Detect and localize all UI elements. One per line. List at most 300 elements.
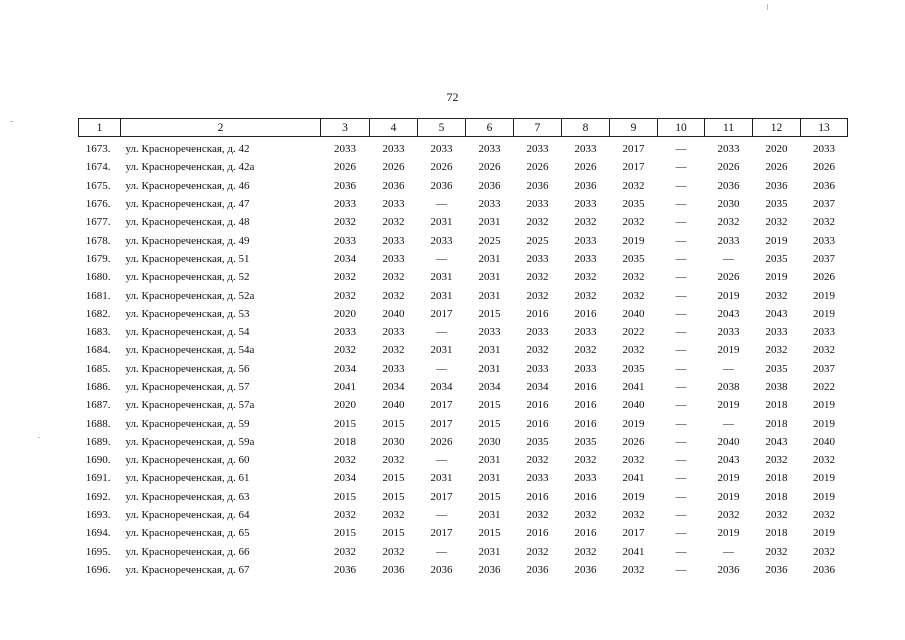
row-number-cell: 1679. <box>85 252 111 265</box>
year-cell: 2016 <box>574 399 597 412</box>
year-cell: — <box>436 509 447 522</box>
year-cell: — <box>436 326 447 339</box>
year-cell: 2033 <box>334 326 356 339</box>
year-cell: 2036 <box>382 179 405 192</box>
year-cell: 2031 <box>430 289 453 302</box>
year-cell: — <box>675 563 687 576</box>
year-cell: 2032 <box>765 545 788 558</box>
year-cell: 2033 <box>526 252 549 265</box>
year-cell: 2040 <box>622 399 645 412</box>
year-cell: 2035 <box>765 252 788 265</box>
year-cell: 2032 <box>334 289 356 302</box>
year-cell: 2036 <box>765 179 788 192</box>
table-row <box>79 137 848 159</box>
year-cell: — <box>675 271 687 284</box>
year-cell: 2033 <box>813 326 835 339</box>
row-number-cell: 1674. <box>85 161 111 174</box>
table-row <box>79 341 848 359</box>
year-cell: 2032 <box>765 509 788 522</box>
year-cell: 2019 <box>717 399 740 412</box>
year-cell: 2026 <box>430 435 453 448</box>
column-header: 11 <box>705 119 753 137</box>
row-number-cell: 1693. <box>85 509 111 522</box>
year-cell: — <box>675 216 687 229</box>
row-number-cell: 1686. <box>85 381 111 393</box>
year-cell: 2034 <box>526 381 549 393</box>
year-cell: 2031 <box>430 271 453 284</box>
year-cell: 2033 <box>430 234 453 247</box>
year-cell: 2019 <box>765 271 788 284</box>
year-cell: — <box>675 509 687 522</box>
year-cell: 2043 <box>717 307 740 320</box>
year-cell: 2031 <box>478 454 501 467</box>
year-cell: 2033 <box>526 362 549 375</box>
row-number-cell: 1694. <box>85 527 111 540</box>
year-cell: 2036 <box>717 563 740 576</box>
address-cell: ул. Краснореченская, д. 52 <box>125 271 250 284</box>
year-cell: 2019 <box>813 472 835 485</box>
address-cell: ул. Краснореченская, д. 57 <box>125 381 250 393</box>
year-cell: — <box>675 362 687 375</box>
year-cell: 2032 <box>334 545 356 558</box>
year-cell: 2036 <box>430 563 453 576</box>
year-cell: 2016 <box>526 527 549 540</box>
column-header: 9 <box>610 119 658 137</box>
year-cell: 2031 <box>478 472 501 485</box>
year-cell: 2036 <box>526 563 549 576</box>
year-cell: 2016 <box>526 307 549 320</box>
row-number-cell: 1683. <box>85 326 111 339</box>
year-cell: 2033 <box>382 362 405 375</box>
row-number-cell: 1689. <box>85 435 111 448</box>
year-cell: 2034 <box>334 362 356 375</box>
table-row <box>79 524 848 542</box>
column-header: 7 <box>514 119 562 137</box>
row-number-cell: 1684. <box>85 344 111 357</box>
address-cell: ул. Краснореченская, д. 53 <box>125 307 250 320</box>
year-cell: — <box>675 252 687 265</box>
year-cell: — <box>675 289 687 302</box>
row-number-cell: 1691. <box>85 472 111 485</box>
year-cell: 2032 <box>622 179 645 192</box>
table-row <box>79 451 848 469</box>
address-cell: ул. Краснореченская, д. 42а <box>125 161 255 174</box>
year-cell: 2026 <box>813 271 835 284</box>
address-cell: ул. Краснореченская, д. 47 <box>125 198 250 211</box>
year-cell: 2019 <box>717 472 740 485</box>
year-cell: 2019 <box>765 234 788 247</box>
year-cell: — <box>675 472 687 485</box>
column-header: 6 <box>466 119 514 137</box>
address-cell: ул. Краснореченская, д. 56 <box>125 362 250 375</box>
year-cell: 2032 <box>334 271 356 284</box>
table-row <box>79 231 848 249</box>
address-cell: ул. Краснореченская, д. 59а <box>125 435 255 448</box>
year-cell: 2035 <box>622 198 645 211</box>
year-cell: 2030 <box>478 435 501 448</box>
year-cell: 2032 <box>574 344 597 357</box>
year-cell: 2017 <box>622 527 645 540</box>
year-cell: 2031 <box>478 545 501 558</box>
year-cell: 2034 <box>334 252 356 265</box>
year-cell: 2033 <box>526 198 549 211</box>
year-cell: 2035 <box>765 198 788 211</box>
year-cell: 2017 <box>430 490 453 503</box>
year-cell: 2019 <box>622 417 645 430</box>
year-cell: 2026 <box>574 161 597 174</box>
year-cell: 2019 <box>717 289 740 302</box>
year-cell: 2026 <box>430 161 453 174</box>
year-cell: 2033 <box>717 234 740 247</box>
year-cell: 2036 <box>813 563 835 576</box>
table-row <box>79 396 848 414</box>
year-cell: 2036 <box>765 563 788 576</box>
year-cell: 2035 <box>526 435 549 448</box>
year-cell: — <box>675 161 687 174</box>
table-row <box>79 360 848 378</box>
column-header: 1 <box>79 119 121 137</box>
column-header: 8 <box>562 119 610 137</box>
year-cell: 2015 <box>478 307 501 320</box>
year-cell: 2032 <box>526 454 549 467</box>
year-cell: 2033 <box>574 252 597 265</box>
year-cell: 2032 <box>765 344 788 357</box>
year-cell: 2041 <box>334 381 356 393</box>
year-cell: 2018 <box>765 527 788 540</box>
year-cell: 2016 <box>574 417 597 430</box>
year-cell: 2017 <box>430 399 453 412</box>
table-row <box>79 506 848 524</box>
year-cell: 2031 <box>430 472 453 485</box>
row-number-cell: 1685. <box>85 362 111 375</box>
year-cell: 2036 <box>478 179 501 192</box>
year-cell: 2032 <box>526 509 549 522</box>
column-header: 5 <box>418 119 466 137</box>
year-cell: 2032 <box>622 563 645 576</box>
year-cell: 2016 <box>526 399 549 412</box>
year-cell: — <box>436 545 447 558</box>
row-number-cell: 1696. <box>85 563 111 576</box>
year-cell: 2018 <box>765 472 788 485</box>
year-cell: 2037 <box>813 198 835 211</box>
year-cell: 2041 <box>622 545 645 558</box>
address-cell: ул. Краснореченская, д. 64 <box>125 509 250 522</box>
year-cell: 2032 <box>526 545 549 558</box>
year-cell: 2040 <box>622 307 645 320</box>
year-cell: 2036 <box>478 563 501 576</box>
year-cell: 2036 <box>574 563 597 576</box>
row-number-cell: 1692. <box>85 490 111 503</box>
year-cell: — <box>675 326 687 339</box>
year-cell: 2026 <box>717 271 740 284</box>
year-cell: 2033 <box>717 326 740 339</box>
table-row <box>79 469 848 487</box>
year-cell: 2016 <box>574 381 597 393</box>
year-cell: 2033 <box>382 234 405 247</box>
year-cell: 2032 <box>334 454 356 467</box>
row-number-cell: 1682. <box>85 307 111 320</box>
table-body <box>79 137 848 580</box>
year-cell: 2034 <box>430 381 453 393</box>
year-cell: 2017 <box>430 307 453 320</box>
table-row <box>79 488 848 506</box>
row-number-cell: 1680. <box>85 271 111 284</box>
year-cell: 2032 <box>813 454 835 467</box>
year-cell: 2036 <box>526 179 549 192</box>
year-cell: 2037 <box>813 252 835 265</box>
year-cell: 2036 <box>334 179 356 192</box>
year-cell: — <box>723 252 734 265</box>
year-cell: 2043 <box>765 307 788 320</box>
year-cell: 2015 <box>478 490 501 503</box>
column-header: 13 <box>801 119 848 137</box>
column-header: 2 <box>121 119 321 137</box>
year-cell: 2032 <box>813 216 835 229</box>
year-cell: 2016 <box>526 490 549 503</box>
year-cell: — <box>436 198 447 211</box>
year-cell: 2020 <box>334 307 356 320</box>
year-cell: 2032 <box>382 289 405 302</box>
year-cell: 2026 <box>334 161 356 174</box>
table-row <box>79 543 848 561</box>
year-cell: 2032 <box>334 216 356 229</box>
year-cell: — <box>675 399 687 412</box>
column-header: 10 <box>658 119 705 137</box>
column-header: 4 <box>370 119 418 137</box>
year-cell: 2033 <box>382 143 405 156</box>
table-row <box>79 213 848 231</box>
year-cell: 2015 <box>478 417 501 430</box>
year-cell: 2043 <box>717 454 740 467</box>
year-cell: 2033 <box>717 143 740 156</box>
year-cell: — <box>723 362 734 375</box>
year-cell: 2036 <box>717 179 740 192</box>
year-cell: 2025 <box>478 234 501 247</box>
year-cell: 2036 <box>574 179 597 192</box>
year-cell: 2033 <box>574 472 597 485</box>
year-cell: 2022 <box>813 381 835 393</box>
year-cell: 2019 <box>622 490 645 503</box>
column-header: 3 <box>321 119 370 137</box>
year-cell: 2033 <box>526 326 549 339</box>
row-number-cell: 1675. <box>85 179 111 192</box>
table-row <box>79 378 848 396</box>
address-cell: ул. Краснореченская, д. 51 <box>125 252 250 265</box>
year-cell: — <box>675 435 687 448</box>
year-cell: 2036 <box>334 563 356 576</box>
year-cell: 2032 <box>574 271 597 284</box>
year-cell: 2033 <box>478 198 501 211</box>
address-cell: ул. Краснореченская, д. 54 <box>125 326 250 339</box>
year-cell: 2019 <box>813 307 835 320</box>
year-cell: — <box>436 362 447 375</box>
year-cell: — <box>675 381 687 393</box>
year-cell: 2020 <box>765 143 788 156</box>
year-cell: 2036 <box>430 179 453 192</box>
address-cell: ул. Краснореченская, д. 59 <box>125 417 250 430</box>
year-cell: 2033 <box>334 198 356 211</box>
address-cell: ул. Краснореченская, д. 63 <box>125 490 250 503</box>
year-cell: 2033 <box>574 234 597 247</box>
year-cell: 2019 <box>813 417 835 430</box>
year-cell: 2015 <box>478 527 501 540</box>
year-cell: 2033 <box>382 198 405 211</box>
year-cell: 2032 <box>622 509 645 522</box>
year-cell: 2032 <box>334 509 356 522</box>
year-cell: 2032 <box>717 509 740 522</box>
table-row <box>79 323 848 341</box>
address-cell: ул. Краснореченская, д. 42 <box>125 143 250 156</box>
year-cell: 2033 <box>526 143 549 156</box>
year-cell: 2032 <box>382 216 405 229</box>
year-cell: 2041 <box>622 381 645 393</box>
year-cell: 2036 <box>813 179 835 192</box>
year-cell: 2035 <box>574 435 597 448</box>
year-cell: — <box>675 143 687 156</box>
year-cell: 2019 <box>717 527 740 540</box>
year-cell: 2026 <box>382 161 405 174</box>
year-cell: — <box>675 545 687 558</box>
scan-speck <box>10 121 13 122</box>
year-cell: 2015 <box>382 527 405 540</box>
table-row <box>79 158 848 176</box>
year-cell: 2019 <box>813 289 835 302</box>
year-cell: — <box>675 454 687 467</box>
year-cell: 2032 <box>574 216 597 229</box>
year-cell: 2031 <box>478 509 501 522</box>
year-cell: 2032 <box>382 509 405 522</box>
year-cell: — <box>723 417 734 430</box>
page-number: 72 <box>446 90 459 104</box>
year-cell: — <box>436 454 447 467</box>
year-cell: 2017 <box>622 143 645 156</box>
year-cell: 2032 <box>622 344 645 357</box>
year-cell: 2032 <box>813 344 835 357</box>
year-cell: — <box>723 545 734 558</box>
address-cell: ул. Краснореченская, д. 48 <box>125 216 250 229</box>
year-cell: 2026 <box>765 161 788 174</box>
year-cell: 2031 <box>478 344 501 357</box>
year-cell: 2018 <box>765 399 788 412</box>
column-header: 12 <box>753 119 801 137</box>
table-row <box>79 250 848 268</box>
year-cell: 2031 <box>478 271 501 284</box>
year-cell: 2018 <box>765 490 788 503</box>
year-cell: 2032 <box>382 545 405 558</box>
year-cell: 2015 <box>334 417 356 430</box>
address-cell: ул. Краснореченская, д. 65 <box>125 527 250 540</box>
year-cell: 2017 <box>622 161 645 174</box>
year-cell: 2033 <box>526 472 549 485</box>
year-cell: 2031 <box>478 289 501 302</box>
year-cell: 2034 <box>334 472 356 485</box>
year-cell: 2032 <box>526 271 549 284</box>
address-cell: ул. Краснореченская, д. 66 <box>125 545 250 558</box>
year-cell: 2033 <box>382 252 405 265</box>
year-cell: 2033 <box>813 234 835 247</box>
year-cell: — <box>675 417 687 430</box>
scan-speck <box>38 437 40 438</box>
year-cell: 2032 <box>765 216 788 229</box>
address-cell: ул. Краснореченская, д. 61 <box>125 472 250 485</box>
row-number-cell: 1673. <box>85 143 111 156</box>
year-cell: 2032 <box>717 216 740 229</box>
year-cell: 2035 <box>622 362 645 375</box>
address-cell: ул. Краснореченская, д. 57а <box>125 399 255 412</box>
address-cell: ул. Краснореченская, д. 67 <box>125 563 250 576</box>
year-cell: 2033 <box>478 326 501 339</box>
year-cell: 2022 <box>622 326 645 339</box>
year-cell: 2019 <box>717 344 740 357</box>
year-cell: 2032 <box>574 509 597 522</box>
year-cell: 2032 <box>765 454 788 467</box>
year-cell: 2032 <box>574 454 597 467</box>
year-cell: 2032 <box>382 344 405 357</box>
year-cell: 2032 <box>622 289 645 302</box>
year-cell: 2031 <box>430 344 453 357</box>
year-cell: 2037 <box>813 362 835 375</box>
year-cell: 2033 <box>478 143 501 156</box>
table-row <box>79 268 848 286</box>
year-cell: 2032 <box>334 344 356 357</box>
year-cell: 2033 <box>765 326 788 339</box>
year-cell: 2019 <box>813 527 835 540</box>
year-cell: — <box>675 234 687 247</box>
year-cell: 2036 <box>382 563 405 576</box>
year-cell: 2026 <box>478 161 501 174</box>
table-row <box>79 286 848 304</box>
year-cell: — <box>675 344 687 357</box>
year-cell: — <box>675 307 687 320</box>
year-cell: 2026 <box>622 435 645 448</box>
year-cell: 2035 <box>765 362 788 375</box>
year-cell: 2026 <box>526 161 549 174</box>
year-cell: 2031 <box>478 252 501 265</box>
row-number-cell: 1676. <box>85 198 111 211</box>
table-row <box>79 305 848 323</box>
year-cell: 2015 <box>382 490 405 503</box>
year-cell: 2032 <box>526 289 549 302</box>
year-cell: 2018 <box>765 417 788 430</box>
year-cell: 2032 <box>574 545 597 558</box>
year-cell: — <box>436 252 447 265</box>
row-number-cell: 1677. <box>85 216 111 229</box>
scan-speck <box>767 4 768 10</box>
year-cell: 2016 <box>574 527 597 540</box>
year-cell: 2032 <box>622 271 645 284</box>
year-cell: 2032 <box>765 289 788 302</box>
year-cell: 2038 <box>765 381 788 393</box>
year-cell: — <box>675 179 687 192</box>
year-cell: 2016 <box>526 417 549 430</box>
year-cell: 2020 <box>334 399 356 412</box>
year-cell: 2019 <box>813 399 835 412</box>
year-cell: 2033 <box>574 326 597 339</box>
year-cell: 2015 <box>334 527 356 540</box>
year-cell: 2033 <box>813 143 835 156</box>
year-cell: 2032 <box>382 454 405 467</box>
year-cell: 2017 <box>430 527 453 540</box>
year-cell: 2016 <box>574 307 597 320</box>
year-cell: 2032 <box>526 216 549 229</box>
year-cell: 2017 <box>430 417 453 430</box>
address-cell: ул. Краснореченская, д. 52а <box>125 289 255 302</box>
year-cell: 2015 <box>478 399 501 412</box>
row-number-cell: 1695. <box>85 545 111 558</box>
table-row <box>79 433 848 451</box>
year-cell: 2040 <box>382 307 405 320</box>
address-cell: ул. Краснореченская, д. 54а <box>125 344 255 357</box>
